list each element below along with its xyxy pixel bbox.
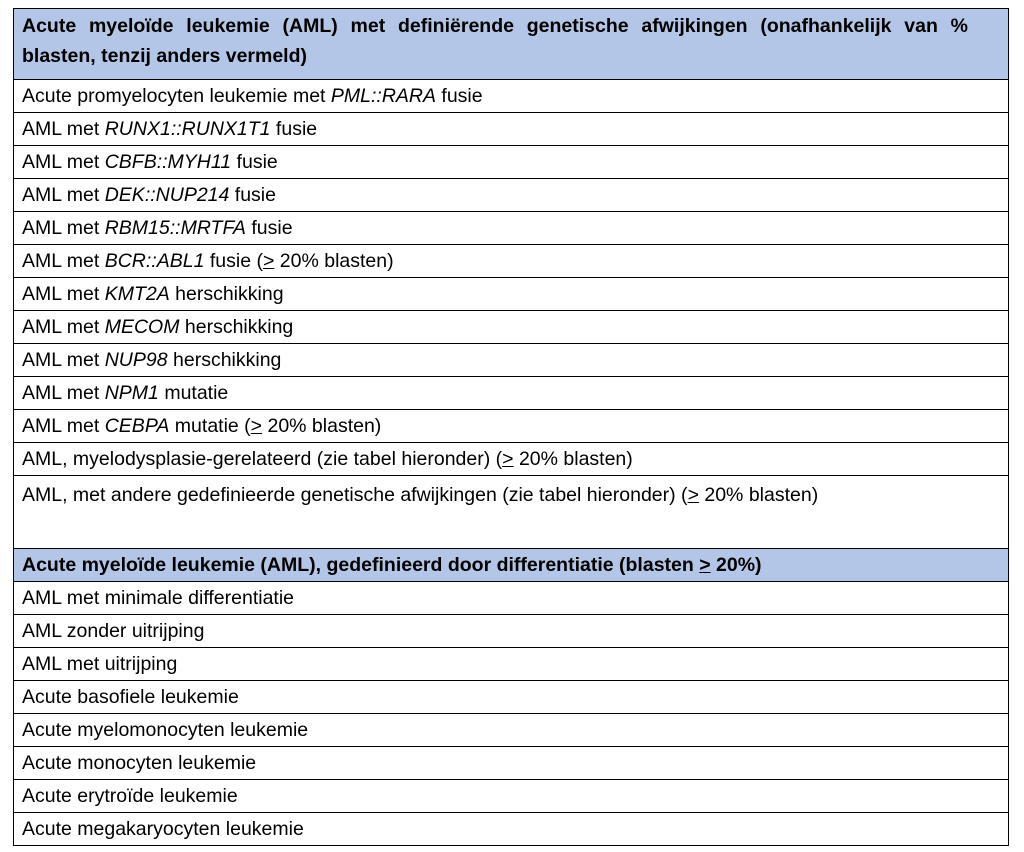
cell-text: herschikking bbox=[167, 349, 282, 371]
cell-text: 20% blasten) bbox=[262, 415, 382, 437]
cell-text: AML, myelodysplasie-gerelateerd (zie tabel hieronder) ( bbox=[22, 448, 503, 470]
table-row bbox=[14, 747, 1009, 780]
gene-name: CEBPA bbox=[104, 415, 170, 437]
table-cell bbox=[14, 212, 1009, 245]
cell-text: 20% blasten) bbox=[698, 484, 819, 506]
table-cell bbox=[14, 377, 1009, 410]
table-cell: Acute megakaryocyten leukemie bbox=[14, 813, 1009, 846]
table-row bbox=[14, 80, 1009, 113]
greater-equal-sign: > bbox=[250, 415, 263, 437]
cell-text: AML met bbox=[22, 415, 105, 437]
gene-name: NPM1 bbox=[104, 382, 159, 404]
table-row bbox=[14, 278, 1009, 311]
table-row bbox=[14, 179, 1009, 212]
table-cell: Acute myelomonocyten leukemie bbox=[14, 714, 1009, 747]
table-cell bbox=[14, 311, 1009, 344]
table-row bbox=[14, 377, 1009, 410]
table-row bbox=[14, 813, 1009, 846]
gene-name: RUNX1::RUNX1T1 bbox=[104, 118, 271, 140]
table-cell: Acute monocyten leukemie bbox=[14, 747, 1009, 780]
table-row bbox=[14, 113, 1009, 146]
table-cell bbox=[14, 113, 1009, 146]
table-row bbox=[14, 311, 1009, 344]
table-cell: AML met uitrijping bbox=[14, 648, 1009, 681]
greater-equal-sign: > bbox=[502, 448, 514, 470]
table-row bbox=[14, 245, 1009, 278]
table-row bbox=[14, 443, 1009, 476]
cell-text: AML met bbox=[22, 217, 105, 239]
cell-text: mutatie bbox=[158, 382, 229, 404]
table-cell bbox=[14, 146, 1009, 179]
cell-text: AML, met andere gedefinieerde genetische afwijkingen (zie tabel hieronder) ( bbox=[22, 484, 688, 506]
table-row bbox=[14, 344, 1009, 377]
cell-text: 20% blasten) bbox=[274, 250, 394, 272]
gene-name: PML::RARA bbox=[330, 85, 436, 107]
table-cell bbox=[14, 245, 1009, 278]
cell-text: AML met bbox=[22, 118, 105, 140]
section-header-row bbox=[14, 549, 1009, 582]
table-row bbox=[14, 146, 1009, 179]
table-cell bbox=[14, 476, 1009, 549]
cell-text: herschikking bbox=[169, 283, 284, 305]
cell-text: AML met bbox=[22, 283, 105, 305]
table-row bbox=[14, 615, 1009, 648]
cell-text: AML met bbox=[22, 382, 105, 404]
greater-equal-sign: > bbox=[699, 554, 711, 576]
section-header-row bbox=[14, 9, 1009, 80]
cell-text: AML met bbox=[22, 184, 105, 206]
section-header-text: Acute myeloïde leukemie (AML) met definiërende genetische afwijkingen (onafhankelijk van % blasten, tenzij anders vermeld) bbox=[22, 15, 968, 67]
section-header-cell bbox=[14, 9, 1009, 80]
table-row bbox=[14, 582, 1009, 615]
table-cell bbox=[14, 179, 1009, 212]
table-cell: Acute erytroïde leukemie bbox=[14, 780, 1009, 813]
table-cell: Acute basofiele leukemie bbox=[14, 681, 1009, 714]
cell-text: AML met bbox=[22, 250, 105, 272]
table-cell bbox=[14, 80, 1009, 113]
cell-text: AML met bbox=[22, 151, 105, 173]
cell-text: 20% blasten) bbox=[513, 448, 633, 470]
table-row bbox=[14, 212, 1009, 245]
cell-text: fusie ( bbox=[204, 250, 263, 272]
table-cell: AML zonder uitrijping bbox=[14, 615, 1009, 648]
cell-text: mutatie ( bbox=[169, 415, 251, 437]
cell-text: fusie bbox=[231, 151, 278, 173]
cell-text: fusie bbox=[270, 118, 318, 140]
table-row bbox=[14, 410, 1009, 443]
table-cell bbox=[14, 278, 1009, 311]
cell-text: AML met bbox=[22, 349, 105, 371]
table-cell bbox=[14, 443, 1009, 476]
table-cell: AML met minimale differentiatie bbox=[14, 582, 1009, 615]
section-header-text: Acute myeloïde leukemie (AML), gedefinieerd door differentiatie (blasten bbox=[22, 554, 700, 576]
cell-text: AML met bbox=[22, 316, 105, 338]
gene-name: CBFB::MYH11 bbox=[104, 151, 232, 173]
section-header-cell bbox=[14, 549, 1009, 582]
cell-text: Acute promyelocyten leukemie met bbox=[22, 85, 331, 107]
table-row bbox=[14, 476, 1009, 549]
table-row bbox=[14, 681, 1009, 714]
greater-equal-sign: > bbox=[262, 250, 275, 272]
greater-equal-sign: > bbox=[687, 484, 699, 506]
gene-name: NUP98 bbox=[104, 349, 168, 371]
cell-text: herschikking bbox=[179, 316, 294, 338]
table-row bbox=[14, 648, 1009, 681]
table-row bbox=[14, 780, 1009, 813]
gene-name: DEK::NUP214 bbox=[104, 184, 230, 206]
aml-classification-table bbox=[13, 8, 1009, 846]
cell-text: fusie bbox=[229, 184, 276, 206]
table-cell bbox=[14, 344, 1009, 377]
cell-text: fusie bbox=[245, 217, 293, 239]
table-row bbox=[14, 714, 1009, 747]
cell-text: fusie bbox=[436, 85, 483, 107]
table-cell bbox=[14, 410, 1009, 443]
gene-name: KMT2A bbox=[104, 283, 170, 305]
gene-name: MECOM bbox=[104, 316, 180, 338]
gene-name: BCR::ABL1 bbox=[104, 250, 205, 272]
section-header-text: 20%) bbox=[710, 554, 762, 576]
gene-name: RBM15::MRTFA bbox=[104, 217, 246, 239]
